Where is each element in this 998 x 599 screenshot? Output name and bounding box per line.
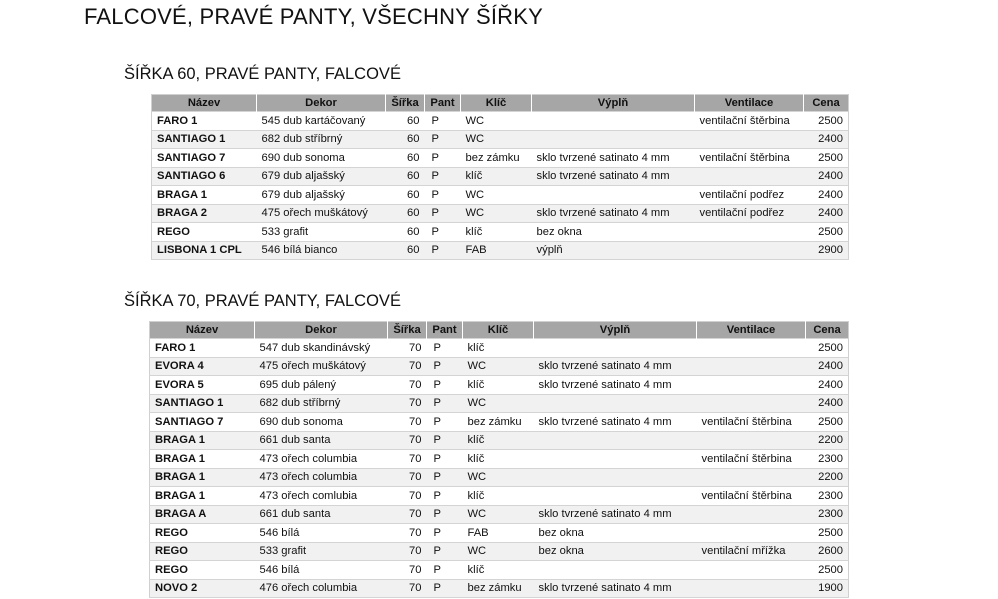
- table-row: [150, 450, 849, 469]
- cell-name: REGO: [150, 542, 255, 561]
- cell-hinge: P: [427, 579, 463, 598]
- cell-filling: [534, 468, 697, 487]
- cell-name: SANTIAGO 1: [152, 130, 257, 149]
- table-row: [150, 561, 849, 580]
- cell-lock: klíč: [461, 223, 532, 242]
- section-title-width-70: ŠÍŘKA 70, PRAVÉ PANTY, FALCOVÉ: [124, 292, 401, 310]
- cell-decor: 473 ořech comlubia: [255, 487, 388, 506]
- table-row: [152, 186, 849, 205]
- table-row: [150, 468, 849, 487]
- table-row: [152, 130, 849, 149]
- cell-ventilation: [697, 524, 806, 543]
- cell-price: 2500: [804, 112, 849, 131]
- table-row: [152, 149, 849, 168]
- column-header-width: Šířka: [388, 322, 427, 339]
- cell-width: 60: [386, 241, 425, 260]
- cell-lock: klíč: [461, 167, 532, 186]
- table-header-row: [150, 322, 849, 339]
- cell-price: 2400: [804, 167, 849, 186]
- cell-name: FARO 1: [150, 339, 255, 358]
- table-row: [152, 223, 849, 242]
- cell-ventilation: [697, 339, 806, 358]
- cell-decor: 546 bílá: [255, 524, 388, 543]
- cell-hinge: P: [427, 357, 463, 376]
- cell-lock: FAB: [461, 241, 532, 260]
- page-title: FALCOVÉ, PRAVÉ PANTY, VŠECHNY ŠÍŘKY: [84, 4, 543, 29]
- cell-price: 2400: [806, 394, 849, 413]
- cell-hinge: P: [425, 186, 461, 205]
- cell-decor: 546 bílá: [255, 561, 388, 580]
- cell-price: 2500: [804, 149, 849, 168]
- cell-ventilation: ventilační mřížka: [697, 542, 806, 561]
- table-body: [150, 339, 849, 598]
- cell-price: 2500: [806, 339, 849, 358]
- column-header-lock: Klíč: [461, 95, 532, 112]
- cell-ventilation: [695, 130, 804, 149]
- cell-lock: WC: [461, 186, 532, 205]
- cell-hinge: P: [425, 130, 461, 149]
- cell-price: 2500: [806, 413, 849, 432]
- cell-ventilation: [695, 167, 804, 186]
- cell-ventilation: [697, 561, 806, 580]
- table-row: [152, 204, 849, 223]
- cell-lock: WC: [461, 112, 532, 131]
- column-header-decor: Dekor: [255, 322, 388, 339]
- cell-ventilation: [697, 394, 806, 413]
- cell-price: 2300: [806, 505, 849, 524]
- cell-width: 60: [386, 149, 425, 168]
- cell-decor: 682 dub stříbrný: [255, 394, 388, 413]
- cell-lock: WC: [463, 505, 534, 524]
- cell-width: 60: [386, 223, 425, 242]
- cell-name: BRAGA 1: [150, 468, 255, 487]
- cell-hinge: P: [427, 431, 463, 450]
- cell-filling: bez okna: [532, 223, 695, 242]
- cell-name: REGO: [150, 524, 255, 543]
- cell-hinge: P: [427, 413, 463, 432]
- cell-name: FARO 1: [152, 112, 257, 131]
- cell-lock: WC: [463, 542, 534, 561]
- cell-ventilation: [697, 431, 806, 450]
- cell-filling: bez okna: [534, 524, 697, 543]
- cell-ventilation: ventilační podřez: [695, 186, 804, 205]
- cell-name: REGO: [150, 561, 255, 580]
- cell-width: 70: [388, 561, 427, 580]
- cell-decor: 546 bílá bianco: [257, 241, 386, 260]
- cell-decor: 475 ořech muškátový: [257, 204, 386, 223]
- cell-width: 60: [386, 112, 425, 131]
- cell-lock: klíč: [463, 376, 534, 395]
- cell-filling: [534, 339, 697, 358]
- cell-decor: 547 dub skandinávský: [255, 339, 388, 358]
- cell-price: 2600: [806, 542, 849, 561]
- cell-filling: sklo tvrzené satinato 4 mm: [532, 204, 695, 223]
- cell-hinge: P: [427, 505, 463, 524]
- table-row: [150, 413, 849, 432]
- cell-width: 70: [388, 487, 427, 506]
- table-row: [150, 524, 849, 543]
- cell-name: SANTIAGO 1: [150, 394, 255, 413]
- cell-ventilation: [695, 241, 804, 260]
- cell-decor: 679 dub aljašský: [257, 186, 386, 205]
- column-header-width: Šířka: [386, 95, 425, 112]
- cell-ventilation: [697, 376, 806, 395]
- column-header-price: Cena: [806, 322, 849, 339]
- cell-name: EVORA 4: [150, 357, 255, 376]
- price-table-width-60: [151, 94, 849, 260]
- cell-price: 2200: [806, 468, 849, 487]
- cell-lock: WC: [463, 468, 534, 487]
- cell-hinge: P: [425, 112, 461, 131]
- section-title-width-60: ŠÍŘKA 60, PRAVÉ PANTY, FALCOVÉ: [124, 65, 401, 83]
- table-row: [150, 431, 849, 450]
- cell-lock: bez zámku: [461, 149, 532, 168]
- cell-decor: 473 ořech columbia: [255, 468, 388, 487]
- cell-lock: klíč: [463, 431, 534, 450]
- cell-decor: 679 dub aljašský: [257, 167, 386, 186]
- cell-lock: WC: [463, 357, 534, 376]
- cell-width: 70: [388, 413, 427, 432]
- cell-ventilation: ventilační štěrbina: [695, 112, 804, 131]
- cell-filling: [532, 130, 695, 149]
- cell-name: BRAGA 1: [150, 450, 255, 469]
- cell-filling: [534, 487, 697, 506]
- cell-filling: sklo tvrzené satinato 4 mm: [534, 357, 697, 376]
- cell-price: 2400: [804, 186, 849, 205]
- cell-decor: 695 dub pálený: [255, 376, 388, 395]
- cell-lock: bez zámku: [463, 413, 534, 432]
- cell-decor: 533 grafit: [255, 542, 388, 561]
- cell-hinge: P: [427, 339, 463, 358]
- cell-hinge: P: [425, 241, 461, 260]
- table-row: [150, 394, 849, 413]
- cell-ventilation: [695, 223, 804, 242]
- cell-hinge: P: [425, 204, 461, 223]
- cell-width: 70: [388, 524, 427, 543]
- cell-decor: 476 ořech columbia: [255, 579, 388, 598]
- cell-name: NOVO 2: [150, 579, 255, 598]
- cell-lock: klíč: [463, 487, 534, 506]
- cell-lock: klíč: [463, 561, 534, 580]
- cell-filling: [532, 186, 695, 205]
- cell-filling: výplň: [532, 241, 695, 260]
- cell-width: 60: [386, 186, 425, 205]
- table-row: [152, 167, 849, 186]
- column-header-lock: Klíč: [463, 322, 534, 339]
- table-row: [150, 339, 849, 358]
- cell-name: BRAGA A: [150, 505, 255, 524]
- cell-filling: [534, 431, 697, 450]
- cell-filling: sklo tvrzené satinato 4 mm: [534, 505, 697, 524]
- table-header-row: [152, 95, 849, 112]
- cell-hinge: P: [425, 149, 461, 168]
- cell-filling: sklo tvrzené satinato 4 mm: [534, 376, 697, 395]
- cell-decor: 682 dub stříbrný: [257, 130, 386, 149]
- table-row: [152, 112, 849, 131]
- cell-decor: 473 ořech columbia: [255, 450, 388, 469]
- cell-price: 1900: [806, 579, 849, 598]
- cell-name: SANTIAGO 7: [150, 413, 255, 432]
- cell-decor: 661 dub santa: [255, 431, 388, 450]
- cell-filling: sklo tvrzené satinato 4 mm: [532, 167, 695, 186]
- cell-width: 60: [386, 130, 425, 149]
- table-row: [150, 376, 849, 395]
- cell-ventilation: ventilační štěrbina: [697, 413, 806, 432]
- cell-filling: [534, 450, 697, 469]
- cell-price: 2400: [806, 357, 849, 376]
- cell-name: LISBONA 1 CPL: [152, 241, 257, 260]
- cell-decor: 661 dub santa: [255, 505, 388, 524]
- cell-hinge: P: [425, 223, 461, 242]
- column-header-price: Cena: [804, 95, 849, 112]
- cell-lock: WC: [461, 130, 532, 149]
- column-header-name: Název: [150, 322, 255, 339]
- cell-price: 2500: [806, 561, 849, 580]
- cell-ventilation: [697, 357, 806, 376]
- cell-price: 2900: [804, 241, 849, 260]
- cell-decor: 533 grafit: [257, 223, 386, 242]
- cell-filling: sklo tvrzené satinato 4 mm: [534, 413, 697, 432]
- cell-lock: WC: [463, 394, 534, 413]
- column-header-ventilation: Ventilace: [697, 322, 806, 339]
- cell-ventilation: ventilační štěrbina: [697, 487, 806, 506]
- table-row: [150, 357, 849, 376]
- cell-width: 70: [388, 376, 427, 395]
- cell-lock: FAB: [463, 524, 534, 543]
- column-header-filling: Výplň: [532, 95, 695, 112]
- cell-price: 2400: [806, 376, 849, 395]
- cell-width: 60: [386, 167, 425, 186]
- cell-name: BRAGA 1: [150, 431, 255, 450]
- cell-hinge: P: [427, 394, 463, 413]
- table-row: [150, 505, 849, 524]
- column-header-hinge: Pant: [425, 95, 461, 112]
- cell-decor: 690 dub sonoma: [257, 149, 386, 168]
- cell-width: 70: [388, 450, 427, 469]
- cell-filling: [532, 112, 695, 131]
- cell-filling: sklo tvrzené satinato 4 mm: [532, 149, 695, 168]
- cell-ventilation: [697, 505, 806, 524]
- cell-width: 70: [388, 339, 427, 358]
- price-table-width-70: [149, 321, 849, 598]
- cell-width: 70: [388, 357, 427, 376]
- cell-decor: 545 dub kartáčovaný: [257, 112, 386, 131]
- cell-name: SANTIAGO 6: [152, 167, 257, 186]
- cell-price: 2300: [806, 487, 849, 506]
- cell-lock: klíč: [463, 339, 534, 358]
- cell-ventilation: [697, 468, 806, 487]
- cell-ventilation: ventilační podřez: [695, 204, 804, 223]
- table-row: [150, 579, 849, 598]
- cell-hinge: P: [427, 376, 463, 395]
- cell-hinge: P: [425, 167, 461, 186]
- column-header-filling: Výplň: [534, 322, 697, 339]
- cell-hinge: P: [427, 468, 463, 487]
- cell-decor: 690 dub sonoma: [255, 413, 388, 432]
- cell-filling: bez okna: [534, 542, 697, 561]
- cell-width: 70: [388, 542, 427, 561]
- cell-ventilation: ventilační štěrbina: [697, 450, 806, 469]
- table-row: [152, 241, 849, 260]
- column-header-hinge: Pant: [427, 322, 463, 339]
- table-row: [150, 542, 849, 561]
- cell-ventilation: ventilační štěrbina: [695, 149, 804, 168]
- cell-decor: 475 ořech muškátový: [255, 357, 388, 376]
- cell-width: 70: [388, 468, 427, 487]
- cell-ventilation: [697, 579, 806, 598]
- cell-price: 2500: [806, 524, 849, 543]
- cell-filling: sklo tvrzené satinato 4 mm: [534, 579, 697, 598]
- cell-width: 70: [388, 579, 427, 598]
- cell-name: SANTIAGO 7: [152, 149, 257, 168]
- cell-price: 2400: [804, 130, 849, 149]
- cell-price: 2500: [804, 223, 849, 242]
- cell-name: BRAGA 1: [152, 186, 257, 205]
- cell-width: 70: [388, 394, 427, 413]
- cell-hinge: P: [427, 450, 463, 469]
- table-body: [152, 112, 849, 260]
- cell-price: 2400: [804, 204, 849, 223]
- cell-hinge: P: [427, 487, 463, 506]
- table-row: [150, 487, 849, 506]
- cell-lock: bez zámku: [463, 579, 534, 598]
- cell-hinge: P: [427, 542, 463, 561]
- cell-price: 2300: [806, 450, 849, 469]
- cell-name: EVORA 5: [150, 376, 255, 395]
- column-header-decor: Dekor: [257, 95, 386, 112]
- cell-width: 60: [386, 204, 425, 223]
- cell-name: BRAGA 1: [150, 487, 255, 506]
- cell-lock: WC: [461, 204, 532, 223]
- column-header-name: Název: [152, 95, 257, 112]
- cell-hinge: P: [427, 524, 463, 543]
- cell-filling: [534, 561, 697, 580]
- cell-width: 70: [388, 431, 427, 450]
- column-header-ventilation: Ventilace: [695, 95, 804, 112]
- cell-name: REGO: [152, 223, 257, 242]
- cell-price: 2200: [806, 431, 849, 450]
- cell-lock: klíč: [463, 450, 534, 469]
- cell-width: 70: [388, 505, 427, 524]
- cell-filling: [534, 394, 697, 413]
- cell-hinge: P: [427, 561, 463, 580]
- cell-name: BRAGA 2: [152, 204, 257, 223]
